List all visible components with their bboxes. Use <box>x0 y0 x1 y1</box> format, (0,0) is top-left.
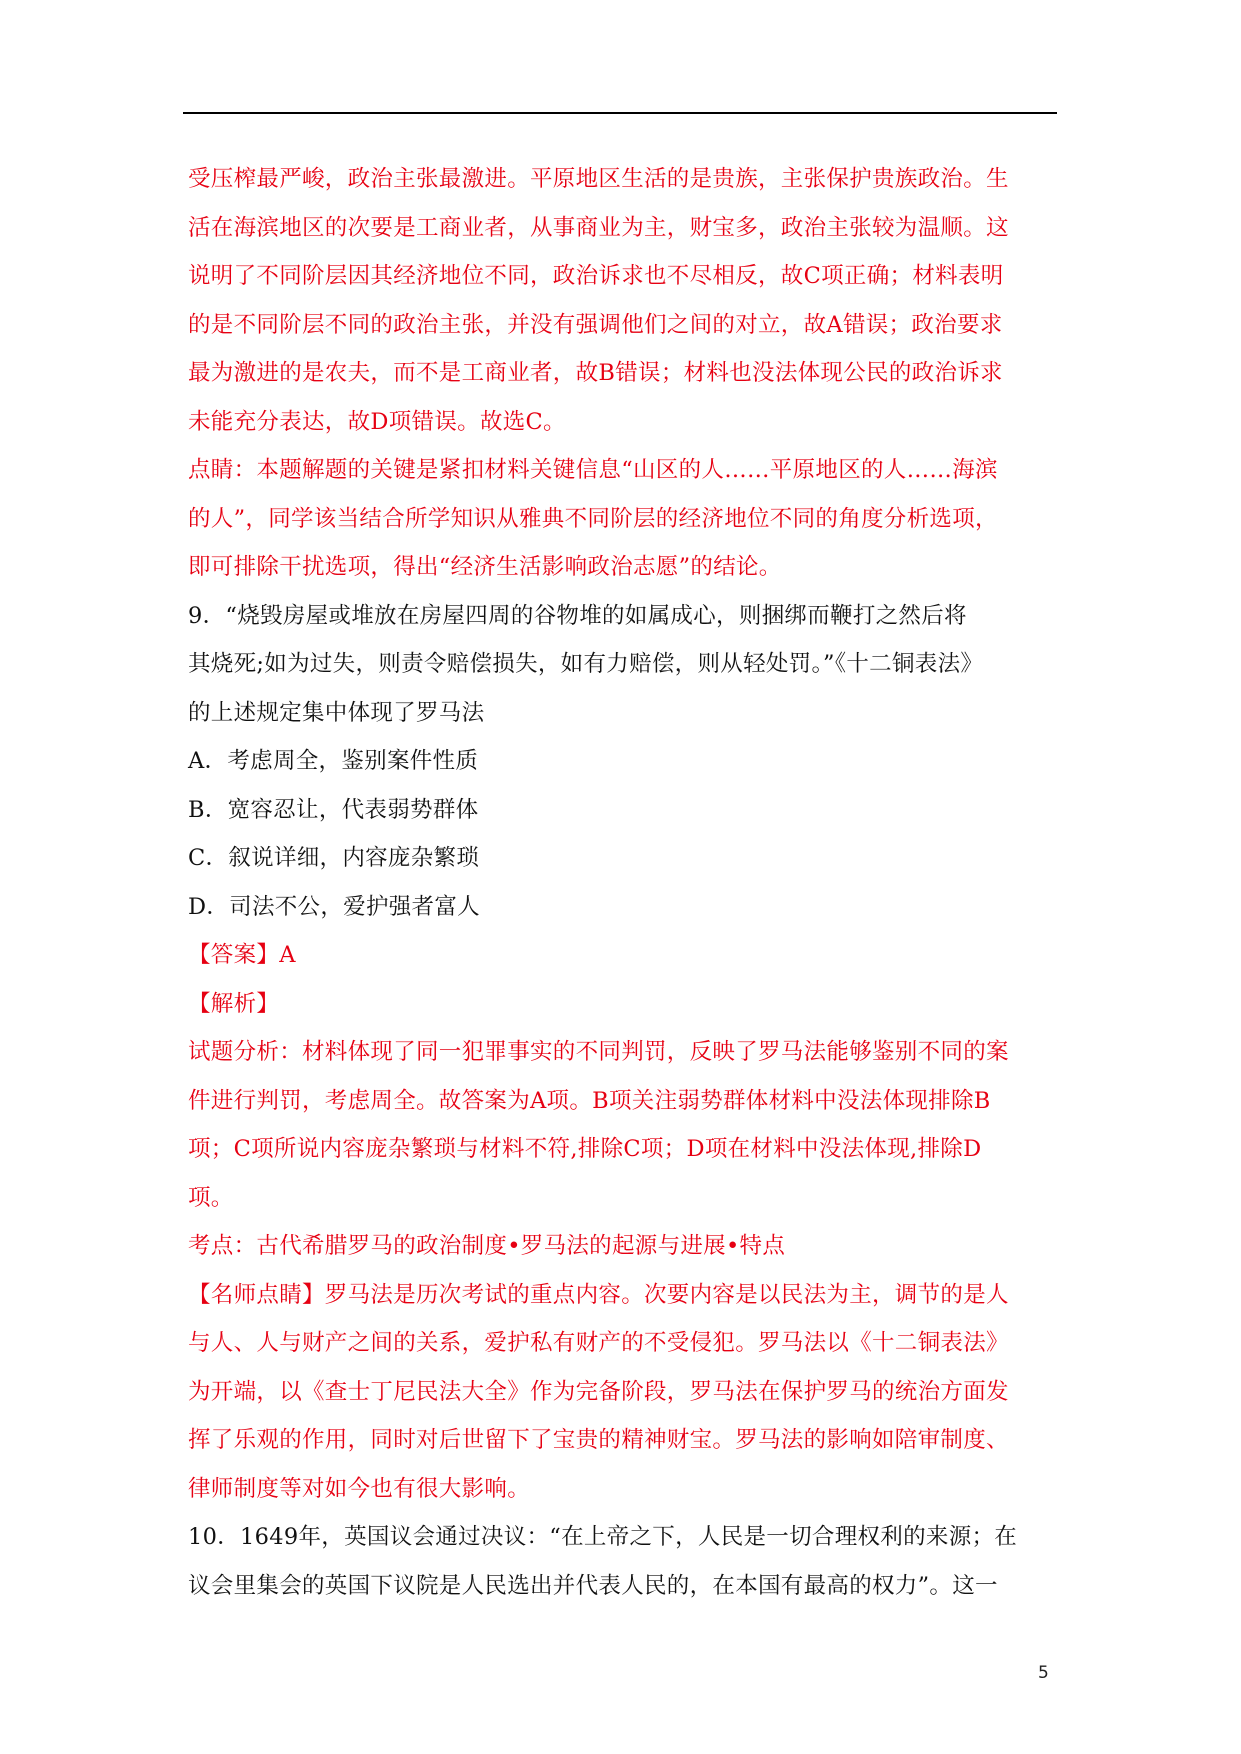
option-b: B．宽容忍让，代表弱势群体 <box>188 796 479 823</box>
tip-8 <box>188 446 1088 592</box>
analysis-heading: 【解析】 <box>188 990 280 1017</box>
explanation-line: 未能充分表达，故D项错误。故选C。 <box>188 408 566 435</box>
tip-line: 即可排除干扰选项，得出“经济生活影响政治志愿”的结论。 <box>188 554 782 580</box>
answer-label: 【答案】A <box>188 942 296 968</box>
mingshi-line: 律师制度等对如今也有很大影响。 <box>188 1475 531 1502</box>
question-stem-line: 议会里集会的英国下议院是人民选出并代表人民的，在本国有最高的权力”。这一 <box>188 1572 998 1599</box>
explanation-line: 的是不同阶层不同的政治主张，并没有强调他们之间的对立，故A错误；政治要求 <box>188 311 1003 338</box>
analysis-line: 件进行判罚，考虑周全。故答案为A项。B项关注弱势群体材料中没法体现排除B <box>188 1087 991 1114</box>
explanation-line: 活在海滨地区的次要是工商业者，从事商业为主，财宝多，政治主张较为温顺。这 <box>188 214 1009 241</box>
kaodian-line: 考点：古代希腊罗马的政治制度•罗马法的起源与进展•特点 <box>188 1233 786 1259</box>
question-9 <box>188 592 1088 1514</box>
question-stem-line: 的上述规定集中体现了罗马法 <box>188 699 485 726</box>
mingshi-line: 挥了乐观的作用，同时对后世留下了宝贵的精神财宝。罗马法的影响如陪审制度、 <box>188 1427 1009 1453</box>
mingshi-line: 【名师点睛】罗马法是历次考试的重点内容。次要内容是以民法为主，调节的是人 <box>188 1281 1009 1308</box>
explanation-line: 最为激进的是农夫，而不是工商业者，故B错误；材料也没法体现公民的政治诉求 <box>188 360 1003 386</box>
option-d: D．司法不公，爱护强者富人 <box>188 893 480 920</box>
question-10 <box>188 1513 1088 1610</box>
mingshi-line: 为开端，以《查士丁尼民法大全》作为完备阶段，罗马法在保护罗马的统治方面发 <box>188 1378 1009 1405</box>
question-stem-line: 10．1649年，英国议会通过决议：“在上帝之下，人民是一切合理权利的来源；在 <box>188 1524 1018 1550</box>
option-a: A．考虑周全，鉴别案件性质 <box>188 748 479 774</box>
explanation-line: 说明了不同阶层因其经济地位不同，政治诉求也不尽相反，故C项正确；材料表明 <box>188 263 1004 289</box>
analysis-line: 试题分析：材料体现了同一犯罪事实的不同判罚，反映了罗马法能够鉴别不同的案 <box>188 1039 1009 1065</box>
page-content <box>188 155 1088 1610</box>
mingshi-line: 与人、人与财产之间的关系，爱护私有财产的不受侵犯。罗马法以《十二铜表法》 <box>188 1330 1009 1356</box>
header-rule <box>183 112 1057 114</box>
explanation-8 <box>188 155 1088 446</box>
explanation-line: 受压榨最严峻，政治主张最激进。平原地区生活的是贵族，主张保护贵族政治。生 <box>188 166 1009 192</box>
analysis-line: 项。 <box>188 1184 234 1211</box>
tip-line: 点睛：本题解题的关键是紧扣材料关键信息“山区的人……平原地区的人……海滨 <box>188 457 998 483</box>
question-stem-line: 其烧死;如为过失，则责令赔偿损失，如有力赔偿，则从轻处罚。”《十二铜表法》 <box>188 651 984 677</box>
page-number: 5 <box>1038 1663 1049 1683</box>
option-c: C．叙说详细，内容庞杂繁琐 <box>188 845 480 871</box>
tip-line: 的人”，同学该当结合所学知识从雅典不同阶层的经济地位不同的角度分析选项， <box>188 505 998 532</box>
question-stem-line: 9．“烧毁房屋或堆放在房屋四周的谷物堆的如属成心，则捆绑而鞭打之然后将 <box>188 602 967 629</box>
analysis-line: 项；C项所说内容庞杂繁琐与材料不符,排除C项；D项在材料中没法体现,排除D <box>188 1136 982 1162</box>
